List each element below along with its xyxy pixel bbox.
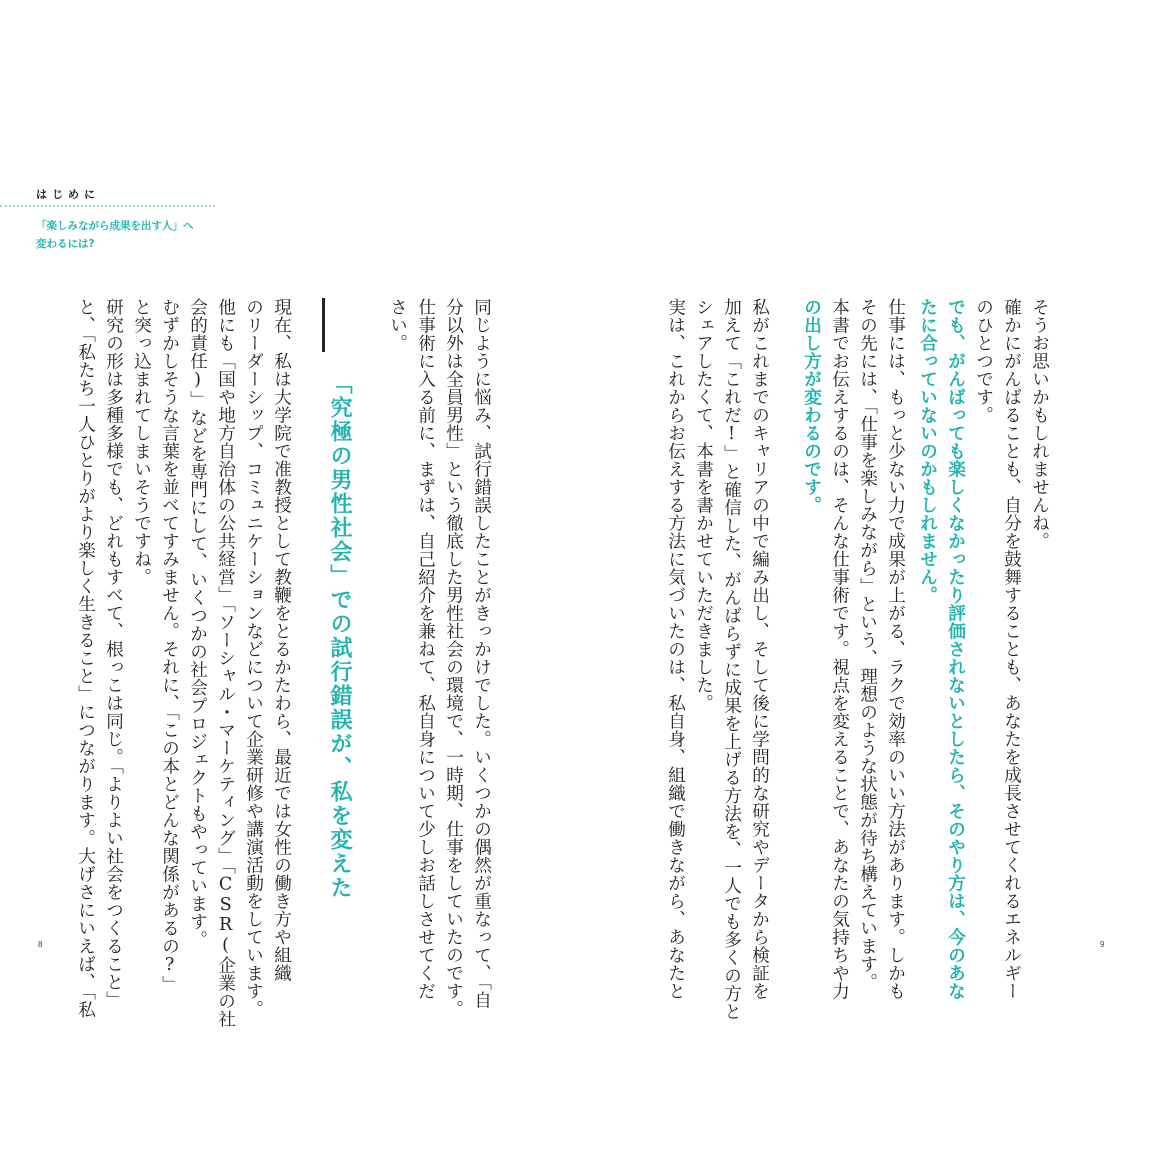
left-page-column-11: 研究の形は多種多様でも、どれもすべて、根っこは同じ。「よりよい社会をつくること」 [103, 298, 124, 1010]
right-page-column-13: 実は、これからお伝えする方法に気づいたのは、私自身、組織で働きながら、あなたと [665, 298, 686, 1000]
chapter-title [36, 217, 194, 253]
left-page-column-10: と突っ込まれてしまいそうですね。 [131, 298, 152, 586]
left-page-column-8: 会的責任)」などを専門にして、いくつかの社会プロジェクトもやっています。 [187, 298, 208, 949]
right-page-column-9-highlight: の出し方が変わるのです。 [801, 298, 822, 514]
right-page-column-3: のひとつです。 [973, 298, 994, 424]
left-page-column-3: 仕事術に入る前に、まずは、自己紹介を兼ねて、私自身について少しお話しさせてくだ [415, 298, 436, 1000]
right-page-column-5-highlight: たに合っていないのかもしれません。 [917, 298, 938, 604]
right-page-column-8: 本書でお伝えするのは、そんな仕事術です。視点を変えることで、あなたの気持ちや力 [829, 298, 850, 1000]
dotted-divider [0, 205, 215, 207]
left-page-column-1: 同じように悩み、試行錯誤したことがきっかけでした。いくつかの偶然が重なって、「自 [471, 298, 492, 1010]
right-page-number: 9 [1100, 940, 1105, 949]
running-head: はじめに [36, 188, 100, 201]
right-page-column-7: その先には、「仕事を楽しみながら」という、理想のような状態が待ち構えています。 [857, 298, 878, 992]
left-page-column-6: のリーダーシップ、コミュニケーションなどについて企業研修や講演活動をしています。 [243, 298, 264, 1018]
left-page-column-4: さい。 [387, 298, 408, 352]
section-heading-rule [322, 298, 325, 352]
right-page-column-12: シェアしたくて、本書を書かせていただきました。 [693, 298, 714, 712]
left-page-column-12: と、「私たち一人ひとりがより楽しく生きること」につながります。大げさにいえば、「私 [75, 298, 96, 1019]
right-page-column-10: 私がこれまでのキャリアの中で編み出し、そして後に学問的な研究やデータから検証を [749, 298, 770, 1000]
right-page-column-6: 仕事には、もっと少ない力で成果が上がる、ラクで効率のいい方法があります。しかも [885, 298, 906, 1000]
left-page-column-9: むずかしそうな言葉を並べてすみません。それに、「この本とどんな関係があるの?」 [159, 298, 180, 994]
right-page-column-2: 確かにがんばることも、自分を鼓舞することも、あなたを成長させてくれるエネルギー [1001, 298, 1022, 1000]
left-page-column-5: 現在、私は大学院で准教授として教鞭をとるかたわら、最近では女性の働き方や組織 [271, 298, 292, 982]
right-page-column-1: そうお思いかもしれませんね。 [1029, 298, 1050, 550]
section-heading: 「究極の男性社会」での試行錯誤が、私を変えた [327, 372, 352, 900]
left-page-column-7: 他にも「国や地方自治体の公共経営」「ソーシャル・マーケティング」「CSR(企業の社 [215, 298, 236, 1028]
left-page-number: 8 [38, 940, 43, 949]
chapter-title-line-2: 変わるには? [36, 238, 95, 250]
chapter-title-line-1: 「楽しみながら成果を出す人」へ [36, 220, 194, 232]
left-page-column-2: 分以外は全員男性」という徹底した男性社会の環境で、一時期、仕事をしていたのです。 [443, 298, 464, 1018]
right-page-column-11: 加えて「これだ!」と確信した、がんばらずに成果を上げる方法を、一人でも多くの方と [721, 298, 742, 1021]
right-page-column-4-highlight: でも、がんばっても楽しくなかったり評価されないとしたら、そのやり方は、今のあな [945, 298, 966, 1000]
